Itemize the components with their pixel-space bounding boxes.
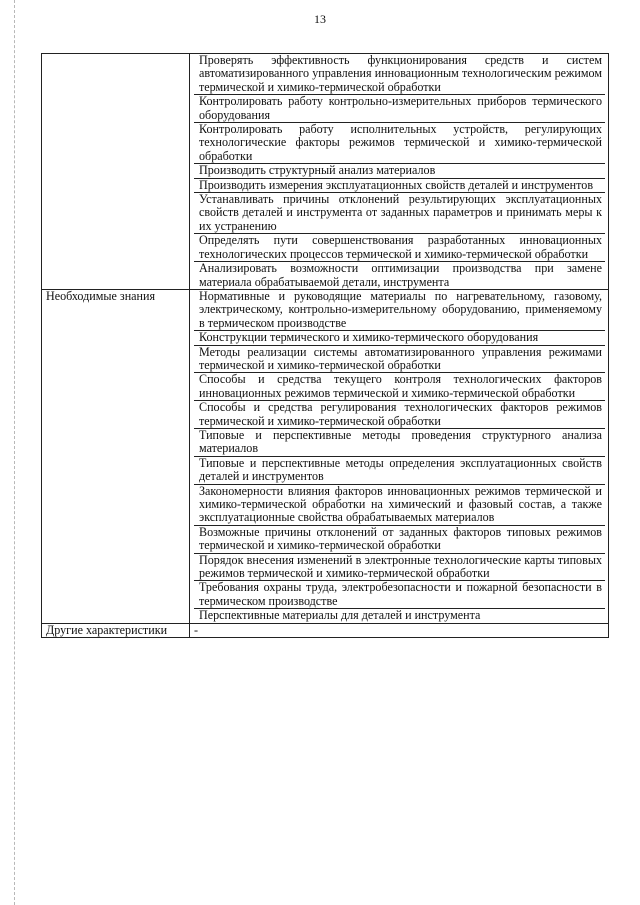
knowledge-item: Типовые и перспективные методы проведения структурного анализа материалов — [194, 428, 605, 456]
knowledge-item: Требования охраны труда, электробезопасности и пожарной безопасности в термическом производстве — [194, 580, 605, 608]
skills-row — [42, 54, 609, 290]
skill-item: Проверять эффективность функционирования средств и систем автоматизированного управления инновационным технологическим режимом термической и химико-термической обработки — [199, 53, 602, 94]
skill-item: Контролировать работу контрольно-измерительных приборов термического оборудования — [194, 94, 605, 122]
requirements-table — [41, 53, 609, 638]
knowledge-item: Порядок внесения изменений в электронные технологические карты типовых режимов термической и химико-термической обработки — [194, 553, 605, 581]
knowledge-item: Методы реализации системы автоматизированного управления режимами термической и химико-термической обработки — [194, 345, 605, 373]
knowledge-item: Закономерности влияния факторов инновационных режимов термической и химико-термической обработки на химический и фазовый состав, а также эксплуатационные свойства обрабатываемых материалов — [194, 484, 605, 525]
skill-item: Устанавливать причины отклонений результирующих эксплуатационных свойств деталей и инструмента от заданных параметров и принимать меры к их устранению — [194, 192, 605, 233]
skills-label-cell — [42, 54, 190, 290]
other-characteristics-row — [42, 623, 609, 637]
knowledge-cell — [190, 289, 609, 623]
skill-item: Контролировать работу исполнительных устройств, регулирующих технологические факторы режимов термической и химико-термической обработки — [194, 122, 605, 163]
knowledge-item: Способы и средства текущего контроля технологических факторов инновационных режимов термической и химико-термической обработки — [194, 372, 605, 400]
skills-cell — [190, 54, 609, 290]
page-number: 13 — [314, 12, 326, 26]
knowledge-item: Конструкции термического и химико-термического оборудования — [194, 330, 605, 344]
knowledge-row — [42, 289, 609, 623]
other-characteristics-label: Другие характеристики — [42, 623, 190, 637]
knowledge-item: Способы и средства регулирования технологических факторов режимов термической и химико-термической обработки — [194, 400, 605, 428]
skill-item: Анализировать возможности оптимизации производства при замене материала обрабатываемой детали, инструмента — [194, 261, 605, 289]
knowledge-item: Перспективные материалы для деталей и инструмента — [194, 608, 605, 622]
skill-item: Производить структурный анализ материалов — [194, 163, 605, 177]
knowledge-label: Необходимые знания — [42, 289, 190, 623]
skill-item: Определять пути совершенствования разработанных инновационных технологических процессов термической и химико-термической обработки — [194, 233, 605, 261]
knowledge-item: Типовые и перспективные методы определения эксплуатационных свойств деталей и инструментов — [194, 456, 605, 484]
knowledge-item: Нормативные и руководящие материалы по нагревательному, газовому, электрическому, контрольно-измерительному оборудованию, применяемому в термическом производстве — [199, 288, 602, 330]
other-characteristics-value: - — [190, 623, 609, 637]
skill-item: Производить измерения эксплуатационных свойств деталей и инструментов — [194, 178, 605, 192]
binding-edge-line — [14, 0, 15, 905]
knowledge-item: Возможные причины отклонений от заданных факторов типовых режимов термической и химико-термической обработки — [194, 525, 605, 553]
